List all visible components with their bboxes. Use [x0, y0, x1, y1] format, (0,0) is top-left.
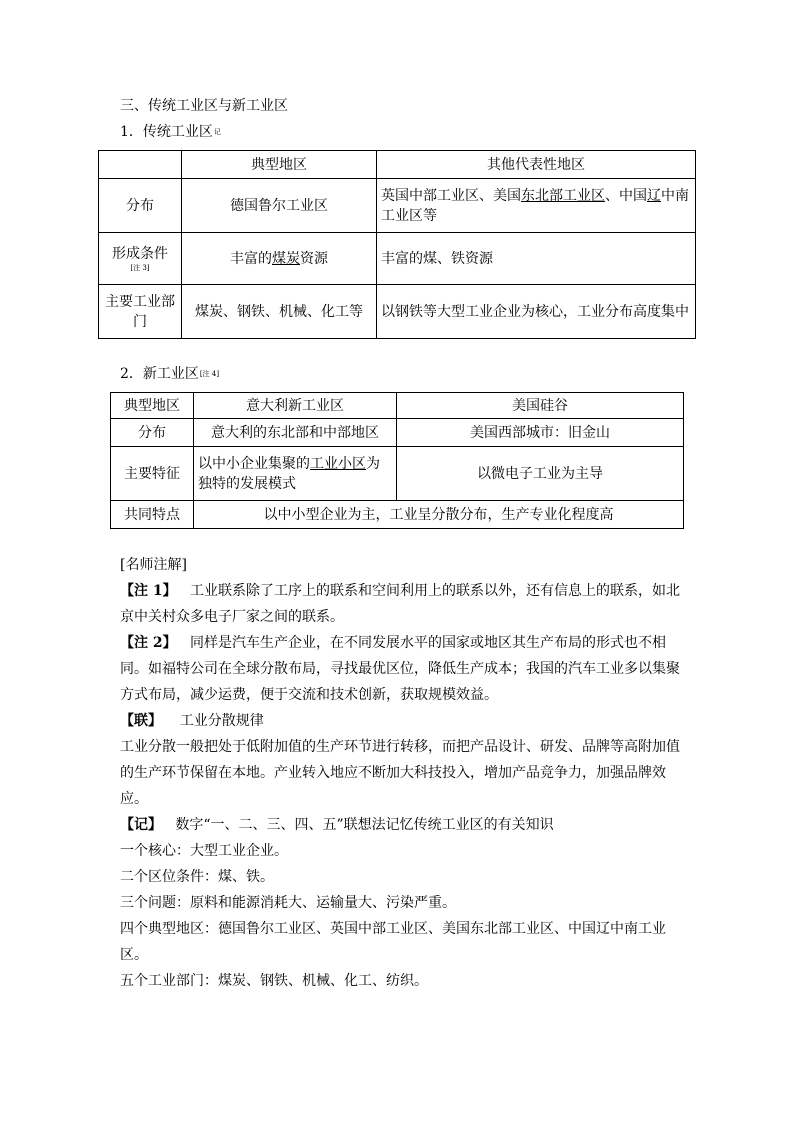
mnemonic-2: 二个区位条件：煤、铁。 — [120, 869, 274, 885]
row-label: 分布 — [99, 179, 182, 233]
heading-traditional-note: 记 — [213, 128, 221, 136]
note-2-tag: 【注 2】 — [120, 635, 177, 651]
table-cell: 德国鲁尔工业区 — [182, 179, 377, 233]
row-label: 主要特征 — [111, 447, 194, 501]
cell-text: 丰富的 — [230, 250, 272, 267]
table-cell — [194, 447, 397, 501]
table-cell — [182, 233, 377, 285]
cell-text: 、中国 — [605, 187, 647, 204]
table-header-cell: 美国硅谷 — [397, 393, 684, 419]
row-label — [99, 233, 182, 285]
table-header-cell — [99, 151, 182, 179]
table-row — [99, 285, 696, 339]
table-cell: 美国西部城市：旧金山 — [397, 419, 684, 447]
table-cell — [377, 179, 696, 233]
table-cell: 以中小型企业为主，工业呈分散分布，生产专业化程度高 — [194, 501, 684, 529]
mnemonic-4: 四个典型地区：德国鲁尔工业区、英国中部工业区、美国东北部工业区、中国辽中南工业区。 — [120, 921, 666, 963]
table-header-cell: 典型地区 — [111, 393, 194, 419]
row-label-text: 形成条件 — [112, 246, 168, 262]
lian-text: 工业分散一般把处于低附加值的生产环节进行转移，而把产品设计、研发、品牌等高附加值的生产环节保留在本地。产业转入地应不断加大科技投入，增加产品竞争力，加强品牌效应。 — [120, 739, 680, 807]
mnemonic-3: 三个问题：原料和能源消耗大、运输量大、污染严重。 — [120, 895, 456, 911]
table-row — [111, 501, 684, 529]
table-cell: 煤炭、钢铁、机械、化工等 — [182, 285, 377, 339]
cell-text: 英国中部工业区、美国 — [381, 187, 521, 204]
table-header-cell: 意大利新工业区 — [194, 393, 397, 419]
cell-text: 中南工业区等 — [381, 187, 689, 224]
cell-text: 以中小企业集聚的 — [198, 455, 310, 472]
heading-new — [120, 364, 219, 384]
note-1 — [120, 578, 680, 630]
cell-underlined-text: 工业小区 — [310, 455, 366, 472]
ji-heading — [120, 812, 680, 838]
note-2-text: 同样是汽车生产企业，在不同发展水平的国家或地区其生产布局的形式也不相同。如福特公司在全球分散布局，寻找最优区位，降低生产成本；我国的汽车工业多以集聚方式布局，减少运费，便于交流和技术创新，获取规模效益。 — [120, 635, 680, 703]
row-label: 共同特点 — [111, 501, 194, 529]
traditional-table — [98, 150, 696, 339]
ji-tag: 【记】 — [120, 817, 162, 833]
section-title: 三、传统工业区与新工业区 — [120, 98, 288, 114]
ji-title: 数字“一、二、三、四、五”联想法记忆传统工业区的有关知识 — [175, 817, 554, 833]
table-cell: 丰富的煤、铁资源 — [377, 233, 696, 285]
mnemonic-1: 一个核心：大型工业企业。 — [120, 843, 288, 859]
row-label-note: [注 3] — [130, 264, 150, 272]
heading-new-text: 2．新工业区 — [120, 366, 199, 382]
cell-underlined-text: 煤炭 — [272, 250, 300, 267]
table-header-cell: 其他代表性地区 — [377, 151, 696, 179]
row-label: 分布 — [111, 419, 194, 447]
lian-tag: 【联】 — [120, 713, 162, 729]
table-header-cell: 典型地区 — [182, 151, 377, 179]
heading-new-note: [注 4] — [199, 370, 220, 378]
table-header-row — [111, 393, 684, 419]
table-cell: 意大利的东北部和中部地区 — [194, 419, 397, 447]
note-2 — [120, 630, 680, 708]
cell-text: 为独特的发展模式 — [198, 455, 380, 492]
table-cell: 以微电子工业为主导 — [397, 447, 684, 501]
cell-text: 资源 — [300, 250, 328, 267]
cell-underlined-text: 东北部工业区 — [521, 187, 605, 204]
row-label: 主要工业部门 — [99, 285, 182, 339]
new-industrial-table — [110, 392, 684, 529]
table-cell: 以钢铁等大型工业企业为核心，工业分布高度集中 — [377, 285, 696, 339]
table-row — [99, 179, 696, 233]
note-1-tag: 【注 1】 — [120, 583, 177, 599]
table-row — [99, 233, 696, 285]
table-header-row — [99, 151, 696, 179]
heading-traditional-text: 1．传统工业区 — [120, 124, 213, 140]
lian-heading — [120, 708, 680, 734]
table-row — [111, 419, 684, 447]
notes-heading: [名师注解] — [120, 557, 187, 573]
heading-traditional — [120, 122, 221, 142]
notes-section — [120, 552, 680, 994]
mnemonic-5: 五个工业部门：煤炭、钢铁、机械、化工、纺织。 — [120, 973, 428, 989]
note-1-text: 工业联系除了工序上的联系和空间利用上的联系以外，还有信息上的联系，如北京中关村众多电子厂家之间的联系。 — [120, 583, 680, 625]
cell-underlined-text: 辽 — [647, 187, 661, 204]
lian-title: 工业分散规律 — [179, 713, 264, 729]
table-row — [111, 447, 684, 501]
